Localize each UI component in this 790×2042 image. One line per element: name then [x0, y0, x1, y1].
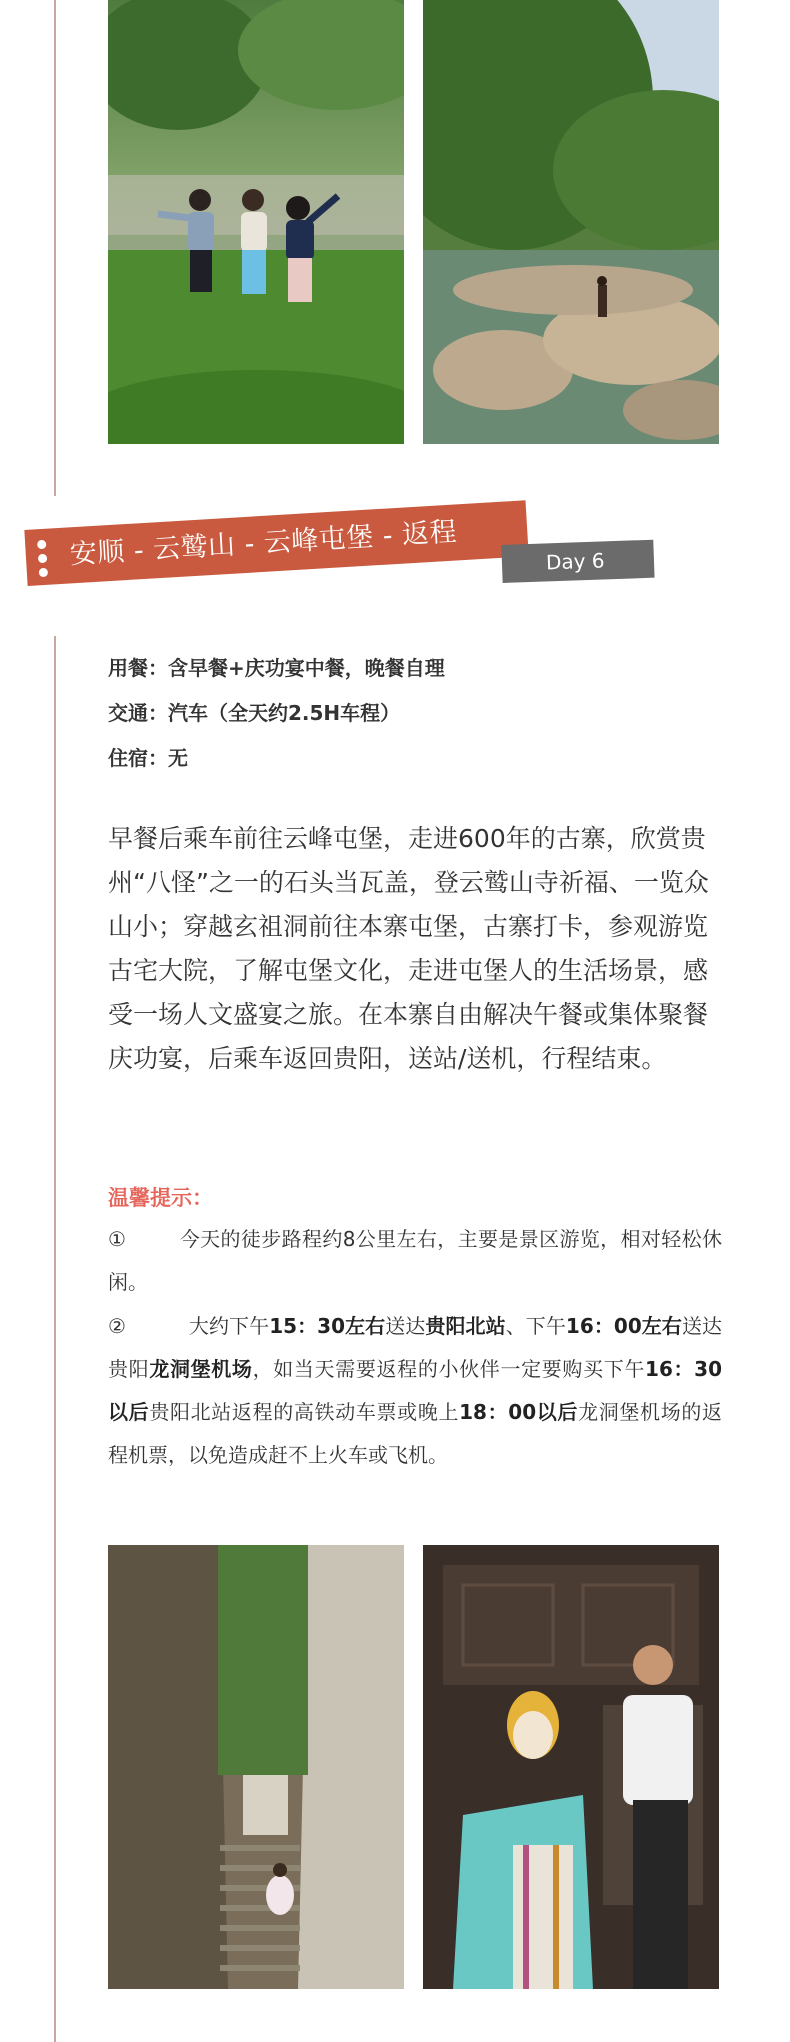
photo-girls-running: [108, 0, 404, 444]
tip2-text: 送达贵阳: [108, 1314, 723, 1381]
timeline-line: [54, 0, 56, 2042]
tip2-text: 贵阳北站返程的高铁动车票或晚上: [149, 1400, 460, 1424]
tip2-text: 、下午: [505, 1314, 566, 1338]
transport-info: 交通：汽车（全天约2.5H车程）: [108, 701, 401, 725]
day-description: 早餐后乘车前往云峰屯堡，走进600年的古寨，欣赏贵州“八怪”之一的石头当瓦盖，登云鹫山寺祈福、一览众山小；穿越玄祖洞前往本寨屯堡，古寨打卡，参观游览古宅大院，了解屯堡文化，走进屯堡人的生活场景，感受一场人文盛宴之旅。在本寨自由解决午餐或集体聚餐庆功宴，后乘车返回贵阳，送站/送机，行程结束。: [108, 824, 709, 1073]
tip2-time-4: 18：00以后: [459, 1400, 579, 1424]
tip2-text: ，如当天需要返程的小伙伴一定要购买下午: [252, 1357, 646, 1381]
tip2-airport: 龙洞堡机场: [149, 1357, 253, 1381]
tip2-time-3: 16：30以后: [108, 1357, 723, 1424]
tip2-text: 大约下午: [188, 1314, 270, 1338]
photo-nuo-mask: [423, 1545, 719, 1989]
tip-item-2: [108, 1305, 722, 1477]
tip2-station: 贵阳北站: [425, 1314, 506, 1338]
tip-item-1: [108, 1218, 722, 1304]
day-title: 安顺 - 云鹫山 - 云峰屯堡 - 返程: [68, 516, 458, 571]
day-title-banner: [24, 500, 528, 586]
tip2-text: 送达: [385, 1314, 426, 1338]
tip2-text: 龙洞堡机场的返程机票，以免造成赶不上火车或飞机。: [108, 1400, 723, 1467]
photo-stream-rocks: [423, 0, 719, 444]
lodging-info: 住宿：无: [108, 746, 188, 770]
day-label-tag: [501, 540, 654, 583]
tip2-time-1: 15：30左右: [269, 1314, 386, 1338]
meals-info: 用餐：含早餐+庆功宴中餐，晚餐自理: [108, 656, 445, 680]
day-label: Day 6: [545, 548, 605, 575]
tip-text-1: 今天的徒步路程约8公里左右，主要是景区游览，相对轻松休闲。: [108, 1227, 723, 1294]
tip2-time-2: 16：00左右: [565, 1314, 682, 1338]
tips-heading: 温馨提示：: [108, 1186, 213, 1210]
tip-marker-2: ②: [108, 1314, 127, 1338]
photo-village-steps: [108, 1545, 404, 1989]
banner-dots-icon: [37, 540, 49, 583]
tip-marker-1: ①: [108, 1227, 127, 1251]
